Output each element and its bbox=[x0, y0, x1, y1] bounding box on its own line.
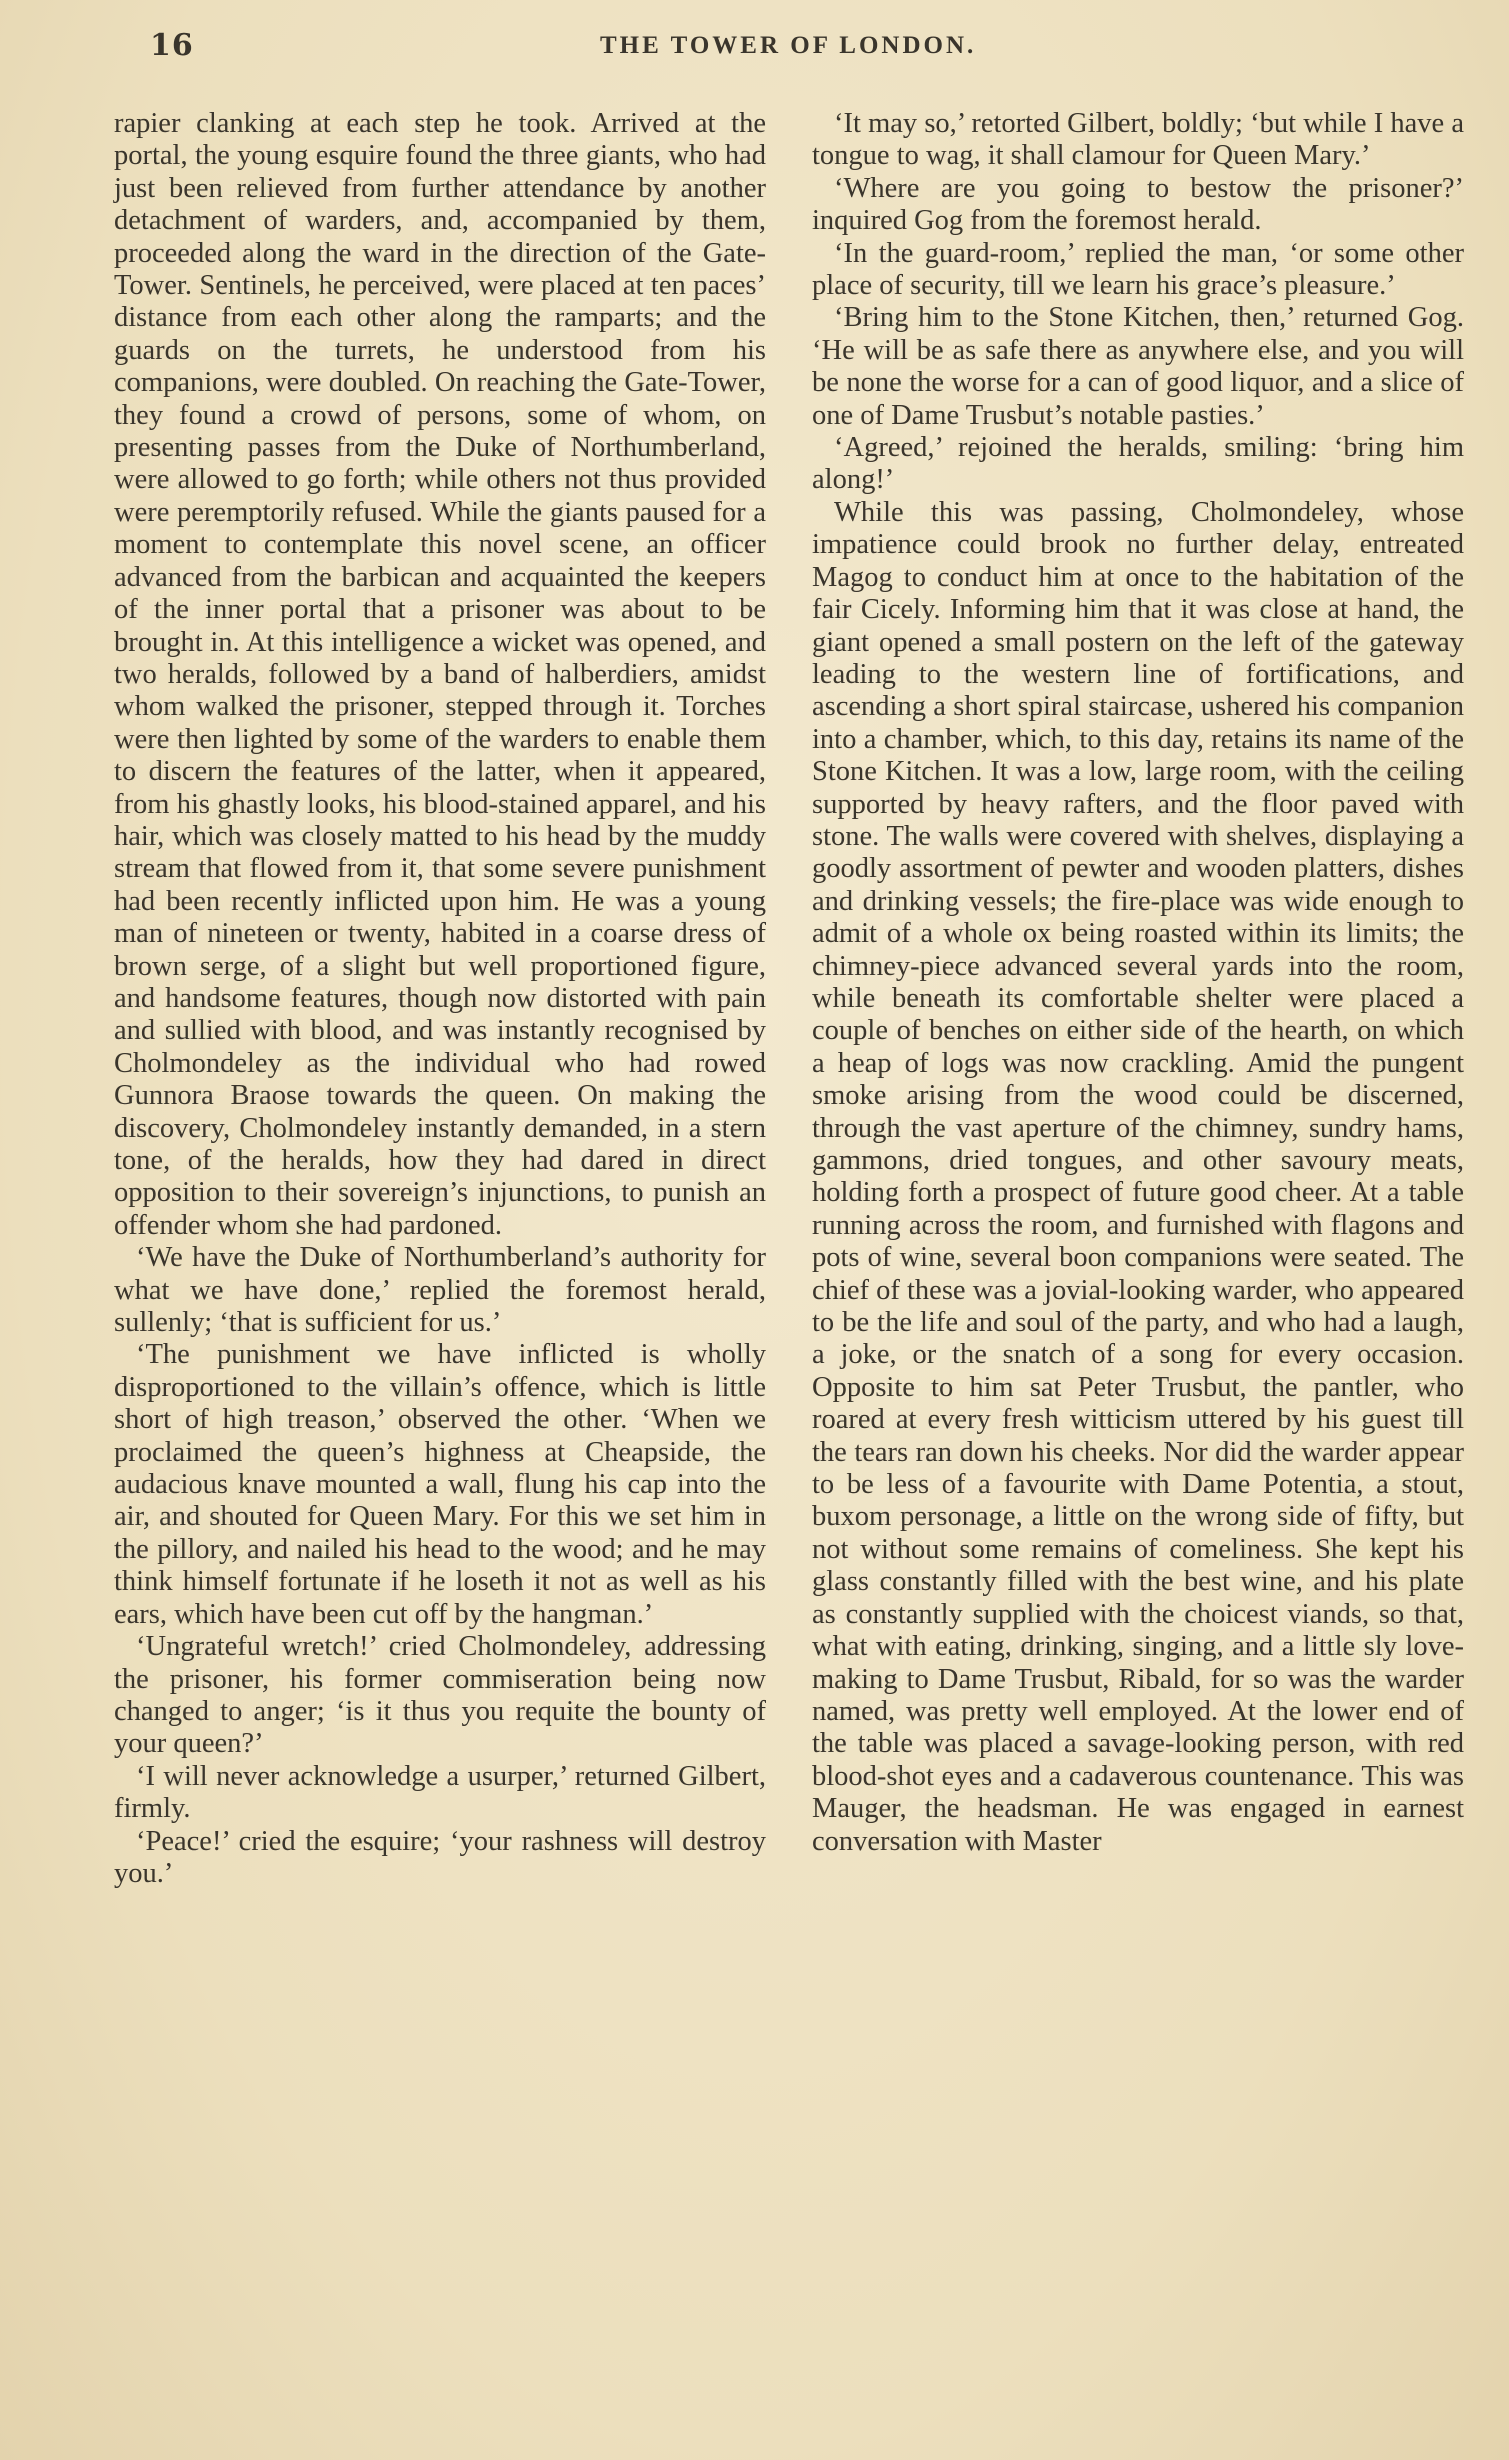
paragraph: rapier clanking at each step he took. Arrived at the portal, the young esquire found the three giants, who had just been relieved from further attendance by another detachment of warders, and, accompanied by them, proceeded along the ward in the direction of the Gate-Tower. Sentinels, he perceived, were placed at ten paces’ distance from each other along the ramparts; and the guards on the turrets, he understood from his companions, were doubled. On reaching the Gate-Tower, they found a crowd of persons, some of whom, on presenting passes from the Duke of Northumberland, were allowed to go forth; while others not thus provided were peremptorily refused. While the giants paused for a moment to contemplate this novel scene, an officer advanced from the barbican and acquainted the keepers of the inner portal that a prisoner was about to be brought in. At this intelligence a wicket was opened, and two heralds, followed by a band of halberdiers, amidst whom walked the prisoner, stepped through it. Torches were then lighted by some of the warders to enable them to discern the features of the latter, when it appeared, from his ghastly looks, his blood-stained apparel, and his hair, which was closely matted to his head by the muddy stream that flowed from it, that some severe punishment had been recently inflicted upon him. He was a young man of nineteen or twenty, habited in a coarse dress of brown serge, of a slight but well proportioned figure, and handsome features, though now distorted with pain and sullied with blood, and was instantly recognised by Cholmondeley as the individual who had rowed Gunnora Braose towards the queen. On making the discovery, Cholmondeley instantly demanded, in a stern tone, of the heralds, how they had dared in direct opposition to their sovereign’s injunctions, to punish an offender whom she had pardoned. bbox=[114, 108, 766, 1241]
paragraph: ‘Agreed,’ rejoined the heralds, smiling: ‘bring him along!’ bbox=[812, 432, 1464, 496]
paragraph: ‘In the guard-room,’ replied the man, ‘or some other place of security, till we learn his grace’s pleasure.’ bbox=[812, 237, 1464, 302]
paragraph: While this was passing, Cholmondeley, whose impatience could brook no further delay, entreated Magog to conduct him at once to the habitation of the fair Cicely. Informing him that it was close at hand, the giant opened a small postern on the left of the gateway leading to the western line of fortifications, and ascending a short spiral staircase, ushered his companion into a chamber, which, to this day, retains its name of the Stone Kitchen. It was a low, large room, with the ceiling supported by heavy rafters, and the floor paved with stone. The walls were covered with shelves, displaying a goodly assortment of pewter and wooden platters, dishes and drinking vessels; the fire-place was wide enough to admit of a whole ox being roasted within its limits; the chimney-piece advanced several yards into the room, while beneath its comfortable shelter were placed a couple of benches on either side of the hearth, on which a heap of logs was now crackling. Amid the pungent smoke arising from the wood could be discerned, through the vast aperture of the chimney, sundry hams, gammons, dried tongues, and other savoury meats, holding forth a prospect of future good cheer. At a table running across the room, and furnished with flagons and pots of wine, several boon companions were seated. The chief of these was a jovial-looking warder, who appeared to be the life and soul of the party, and who had a laugh, a joke, or the snatch of a song for every occasion. Opposite to him sat Peter Trusbut, the pantler, who roared at every fresh witticism uttered by his guest till the tears ran down his cheeks. Nor did the warder appear to be less of a favourite with Dame Potentia, a stout, buxom personage, a little on the wrong side of fifty, but not without some remains of comeliness. She kept his glass constantly filled with the best wine, and his plate as constantly supplied with the choicest viands, so that, what with eating, drinking, singing, and a little sly love-making to Dame Trusbut, Ribald, for so was the warder named, was pretty well employed. At the lower end of the table was placed a savage-looking person, with red blood-shot eyes and a cadaverous countenance. This was Mauger, the headsman. He was engaged in earnest conversation with Master bbox=[812, 496, 1464, 1857]
right-column bbox=[812, 108, 1464, 1858]
paragraph: ‘Where are you going to bestow the prisoner?’ inquired Gog from the foremost herald. bbox=[812, 172, 1464, 237]
left-column bbox=[114, 108, 766, 1890]
paragraph: ‘Peace!’ cried the esquire; ‘your rashness will destroy you.’ bbox=[114, 1825, 766, 1889]
paragraph: ‘I will never acknowledge a usurper,’ returned Gilbert, firmly. bbox=[114, 1760, 766, 1825]
running-title: THE TOWER OF LONDON. bbox=[600, 32, 977, 59]
paragraph: ‘Bring him to the Stone Kitchen, then,’ returned Gog. ‘He will be as safe there as anywhere else, and you will be none the worse for a can of good liquor, and a slice of one of Dame Trusbut’s notable pasties.’ bbox=[812, 302, 1464, 431]
paragraph: ‘It may so,’ retorted Gilbert, boldly; ‘but while I have a tongue to wag, it shall clamour for Queen Mary.’ bbox=[812, 108, 1464, 172]
page-header bbox=[150, 28, 1470, 68]
page-number: 16 bbox=[150, 28, 194, 63]
paragraph: ‘We have the Duke of Northumberland’s authority for what we have done,’ replied the foremost herald, sullenly; ‘that is sufficient for us.’ bbox=[114, 1242, 766, 1339]
paragraph: ‘The punishment we have inflicted is wholly disproportioned to the villain’s offence, which is little short of high treason,’ observed the other. ‘When we proclaimed the queen’s highness at Cheapside, the audacious knave mounted a wall, flung his cap into the air, and shouted for Queen Mary. For this we set him in the pillory, and nailed his head to the wood; and he may think himself fortunate if he loseth it not as well as his ears, which have been cut off by the hangman.’ bbox=[114, 1339, 766, 1630]
paragraph: ‘Ungrateful wretch!’ cried Cholmondeley, addressing the prisoner, his former commiseration being now changed to anger; ‘is it thus you requite the bounty of your queen?’ bbox=[114, 1631, 766, 1760]
